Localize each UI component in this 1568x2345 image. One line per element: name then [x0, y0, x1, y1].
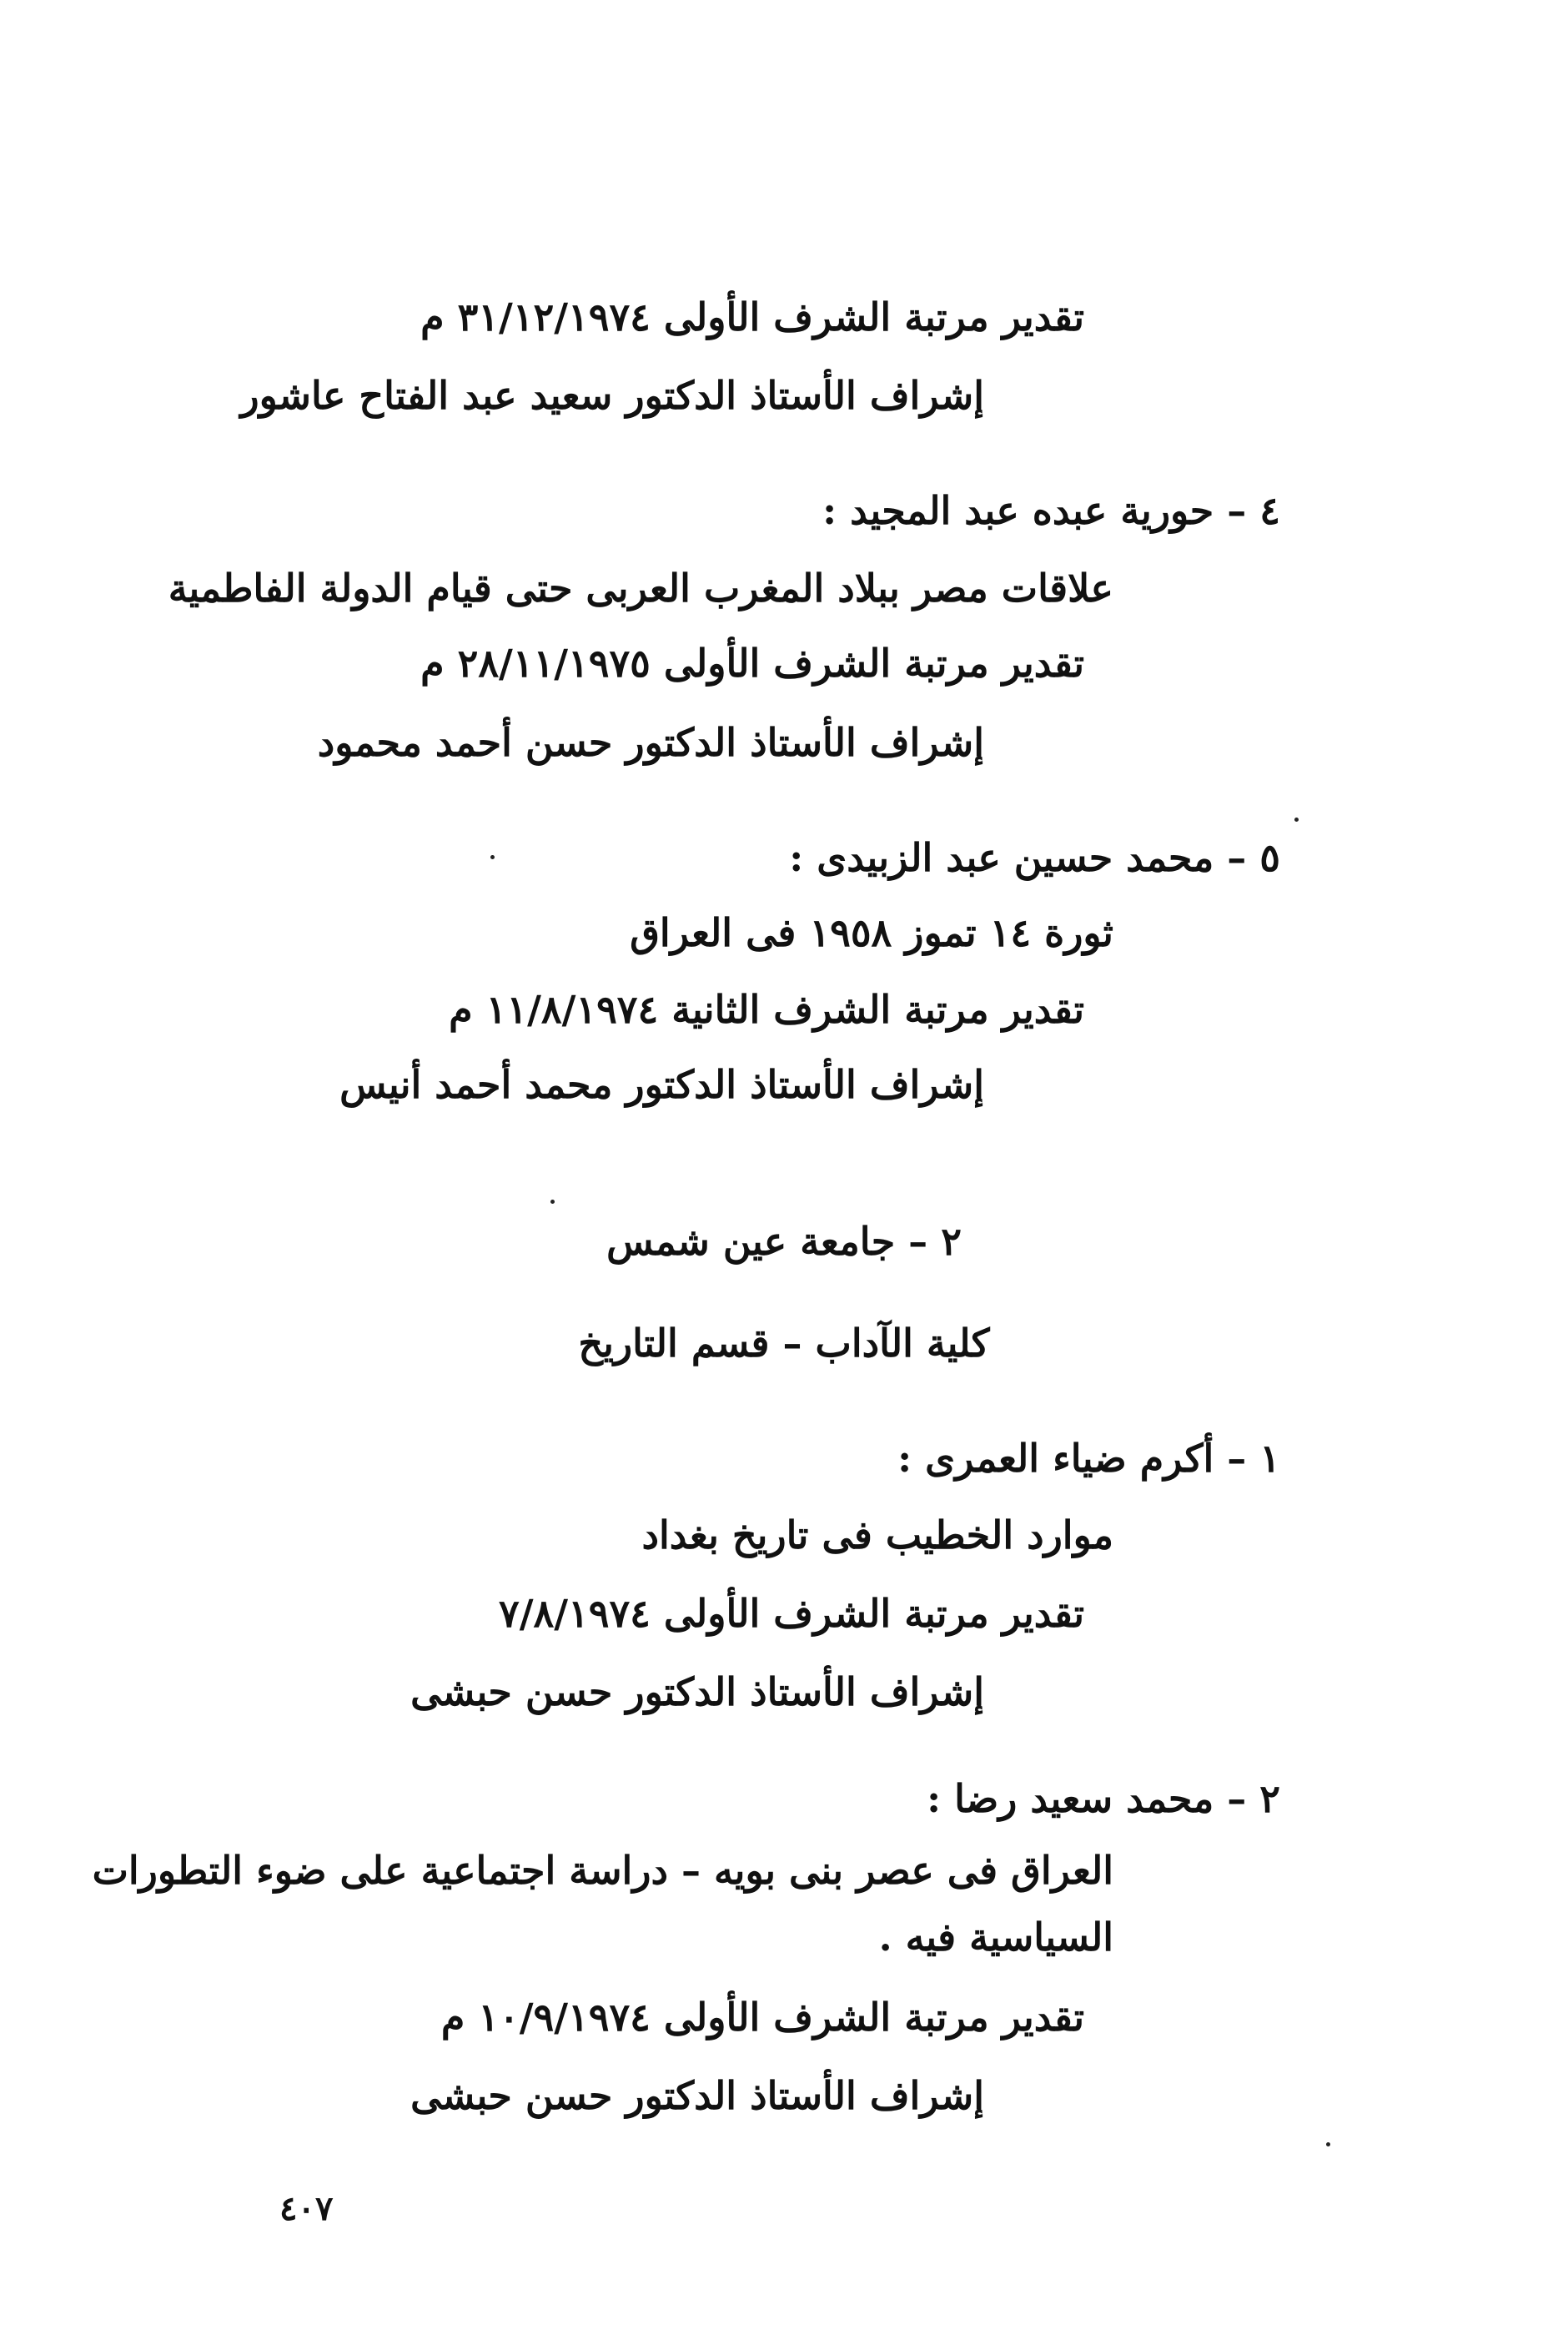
faculty-heading: كلية الآداب – قسم التاريخ: [578, 1321, 990, 1366]
page-number: ٤٠٧: [279, 2189, 334, 2228]
university-heading: ٢ – جامعة عين شمس: [606, 1219, 962, 1264]
scan-speck: [550, 1200, 555, 1204]
supervisor-line: إشراف الأستاذ الدكتور حسن حبشى: [410, 2073, 984, 2118]
supervisor-line: إشراف الأستاذ الدكتور حسن أحمد محمود: [317, 720, 984, 765]
thesis-title: ثورة ١٤ تموز ١٩٥٨ فى العراق: [630, 910, 1113, 955]
scan-speck: [1326, 2142, 1330, 2146]
supervisor-line: إشراف الأستاذ الدكتور حسن حبشى: [410, 1669, 984, 1714]
thesis-title: علاقات مصر ببلاد المغرب العربى حتى قيام الدولة الفاطمية: [168, 566, 1113, 611]
supervisor-line: إشراف الأستاذ الدكتور سعيد عبد الفتاح عاشور: [240, 373, 984, 418]
scan-speck: [490, 855, 495, 859]
supervisor-line: إشراف الأستاذ الدكتور محمد أحمد أنيس: [339, 1062, 984, 1107]
thesis-title: العراق فى عصر بنى بويه – دراسة اجتماعية على ضوء التطورات: [92, 1848, 1113, 1893]
thesis-title: موارد الخطيب فى تاريخ بغداد: [641, 1512, 1113, 1557]
grade-line: تقدير مرتبة الشرف الثانية ١١/٨/١٩٧٤ م: [449, 987, 1084, 1032]
entry-heading: ١ – أكرم ضياء العمرى :: [897, 1436, 1280, 1481]
grade-line: تقدير مرتبة الشرف الأولى ١٠/٩/١٩٧٤ م: [440, 1995, 1084, 2040]
entry-heading: ٥ – محمد حسين عبد الزبيدى :: [789, 835, 1280, 880]
grade-line: تقدير مرتبة الشرف الأولى ٣١/١٢/١٩٧٤ م: [420, 294, 1084, 340]
entry-heading: ٤ – حورية عبده عبد المجيد :: [822, 488, 1280, 533]
grade-line: تقدير مرتبة الشرف الأولى ٧/٨/١٩٧٤: [499, 1591, 1084, 1636]
entry-heading: ٢ – محمد سعيد رضا :: [927, 1776, 1280, 1821]
scan-speck: [1294, 818, 1299, 822]
thesis-title-continued: السياسية فيه .: [878, 1915, 1113, 1960]
grade-line: تقدير مرتبة الشرف الأولى ٢٨/١١/١٩٧٥ م: [420, 641, 1084, 686]
